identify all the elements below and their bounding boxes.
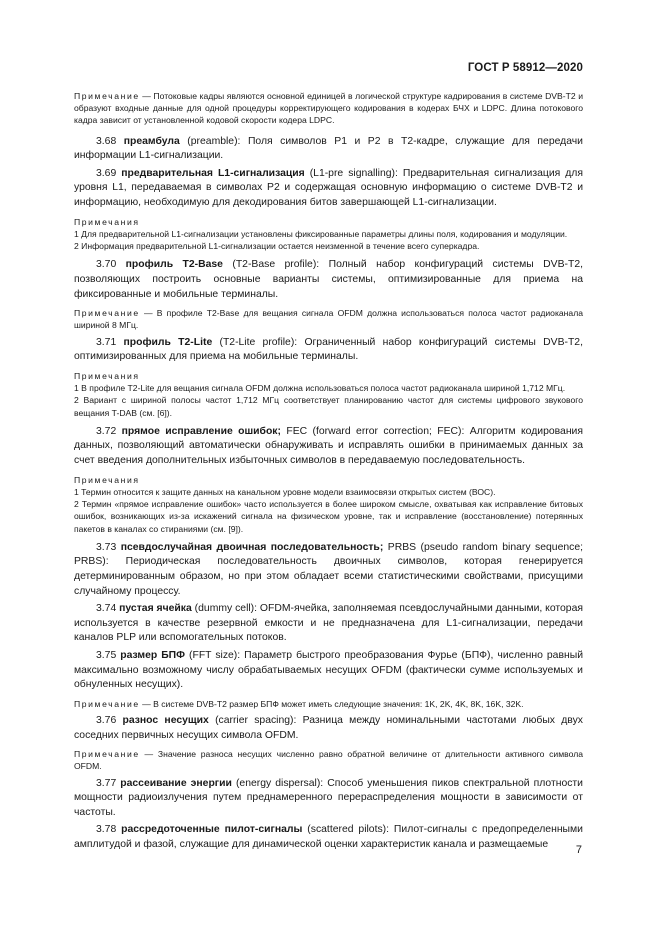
- term-definition: (carrier spacing): Разница между номинальными частотами любых двух соседних первичных несущих символа OFDM.: [74, 714, 583, 741]
- notes-heading: Примечания: [74, 216, 140, 227]
- term-number: 3.76: [96, 714, 123, 726]
- note-item: 2 Информация предварительной L1-сигнализации остается неизменной в течение всего суперкадра.: [74, 241, 480, 252]
- term-3-74: [74, 602, 583, 646]
- term-definition: (L1-pre signalling): Предварительная сигнализация для уровня L1, передаваемая в символах P2 и содержащая основную информацию о системе DVB-T2 и информацию, необходимую для декодирования битов завершающей L1-сигнализации.: [74, 167, 583, 208]
- notes-heading: Примечания: [74, 370, 140, 381]
- term-definition: FEC (forward error correction; FEC): Алгоритм кодирования данных, позволяющий автоматически обнаруживать и исправлять ошибки в принимаемых данных за счет введения дополнительных избыточных символов в передаваемую последовательность.: [74, 425, 583, 466]
- note: [74, 90, 583, 127]
- note-item: 1 Для предварительной L1-сигнализации установлены фиксированные параметры длины поля, кодирования и модуляции.: [74, 228, 568, 239]
- term-3-70: [74, 258, 583, 302]
- note-text: — Потоковые кадры являются основной единицей в логической структуре кадрирования в системе DVB-T2 и образуют входные данные для одной процедуры корректирующего кодирования в кодерах БЧХ и LDPC. Длина потокового кадра зависит от установленной кодовой скорости кодера LDPC.: [74, 91, 583, 126]
- term-name: профиль T2-Lite: [123, 336, 213, 348]
- term-name: псевдослучайная двоичная последовательность;: [120, 541, 384, 553]
- term-3-77: [74, 777, 583, 821]
- notes-block: [74, 370, 583, 419]
- term-name: преамбула: [123, 135, 180, 147]
- note-item: 1 Термин относится к защите данных на канальном уровне модели взаимосвязи открытых систем (ВОС).: [74, 486, 496, 497]
- note-label: Примечание: [74, 698, 140, 709]
- term-definition: (dummy cell): OFDM-ячейка, заполняемая псевдослучайными данными, которая используется в качестве резервной емкости и не предназначена для L1-сигнализации, передачи каналов PLP или вспомогательных потоков.: [74, 603, 583, 644]
- term-name: профиль T2-Base: [125, 259, 223, 271]
- term-number: 3.71: [96, 336, 124, 348]
- note-label: Примечание: [74, 91, 140, 101]
- term-number: 3.73: [96, 541, 121, 553]
- term-name: предварительная L1-сигнализация: [121, 167, 305, 179]
- term-3-75: [74, 649, 583, 693]
- term-definition: (FFT size): Параметр быстрого преобразования Фурье (БПФ), численно равный максимально возможному числу обрабатываемых несущих OFDM (фактически сумме используемых и обнуленных несущих).: [74, 649, 583, 691]
- term-number: 3.69: [96, 167, 122, 179]
- term-number: 3.70: [96, 259, 126, 271]
- term-definition: (energy dispersal): Способ уменьшения пиков спектральной плотности мощности радиоизлучения путем преднамеренного перераспределения мощности в зависимости от частоты.: [74, 777, 583, 818]
- notes-block: [74, 216, 583, 253]
- note-label: Примечание: [74, 308, 140, 319]
- term-3-76: [74, 714, 583, 743]
- notes-heading: Примечания: [74, 474, 140, 485]
- term-definition: PRBS (pseudo random binary sequence; PRBS): Периодическая последовательность двоичных символов, которая генерируется детерминированным образом, но при этом обладает всеми статистическими свойствами, присущими случайному процессу.: [74, 541, 583, 597]
- term-3-69: [74, 167, 583, 211]
- term-3-68: [74, 135, 583, 164]
- term-definition: (T2-Lite profile): Ограниченный набор конфигураций системы DVB-T2, оптимизированных для приема на мобильные терминалы.: [74, 336, 583, 363]
- note-item: 2 Термин «прямое исправление ошибок» часто используется в более широком смысле, охватывая как исправление битовых ошибок, возникающих из-за искажений сигнала на физическом уровне, так и исправление (восстановление) потерянных пакетов в каналах со стираниями (см. [9]).: [74, 499, 583, 534]
- term-number: 3.78: [96, 824, 122, 836]
- term-definition: (T2-Base profile): Полный набор конфигураций системы DVB-T2, позволяющих построить основные варианты системы, оптимизированные для приема на фиксированные и мобильные терминалы.: [74, 259, 583, 300]
- note: [74, 307, 583, 331]
- term-name: пустая ячейка: [119, 603, 192, 615]
- term-name: рассеивание энергии: [120, 777, 232, 789]
- term-number: 3.72: [96, 425, 122, 437]
- term-number: 3.74: [96, 603, 120, 615]
- term-3-72: [74, 425, 583, 469]
- term-definition: (scattered pilots): Пилот-сигналы с предопределенными амплитудой и фазой, служащие для динамической оценки характеристик канала и размещаемые: [74, 824, 583, 850]
- note: [74, 748, 583, 772]
- term-3-73: [74, 541, 583, 599]
- page-body: [74, 90, 583, 855]
- term-name: размер БПФ: [120, 649, 186, 661]
- note: [74, 698, 583, 710]
- term-number: 3.68: [96, 135, 124, 147]
- term-number: 3.77: [96, 777, 121, 789]
- notes-block: [74, 474, 583, 535]
- term-number: 3.75: [96, 649, 121, 661]
- note-item: 1 В профиле T2-Lite для вещания сигнала OFDM должна использоваться полоса частот радиоканала шириной 1,712 МГц.: [74, 383, 566, 394]
- note-text: — В профиле T2-Base для вещания сигнала OFDM должна использоваться полоса частот радиоканала шириной 8 МГц.: [74, 308, 583, 331]
- note-label: Примечание: [74, 749, 140, 760]
- term-definition: (preamble): Поля символов P1 и P2 в T2-кадре, служащие для передачи информации L1-сигнализации.: [74, 135, 583, 162]
- note-item: 2 Вариант с шириной полосы частот 1,712 МГц соответствует планированию частот для системы цифрового звукового вещания T-DAB (см. [6]).: [74, 395, 583, 418]
- term-3-78: [74, 823, 583, 852]
- term-name: разнос несущих: [122, 714, 209, 726]
- page-number: 7: [575, 844, 582, 856]
- note-text: — В системе DVB-T2 размер БПФ может иметь следующие значения: 1K, 2K, 4K, 8K, 16K, 32K.: [139, 698, 524, 709]
- note-text: — Значение разноса несущих численно равно обратной величине от длительности активного символа OFDM.: [74, 749, 583, 772]
- term-name: рассредоточенные пилот-сигналы: [121, 824, 303, 836]
- term-3-71: [74, 336, 583, 365]
- doc-header: ГОСТ Р 58912—2020: [467, 62, 583, 74]
- term-name: прямое исправление ошибок;: [121, 425, 281, 437]
